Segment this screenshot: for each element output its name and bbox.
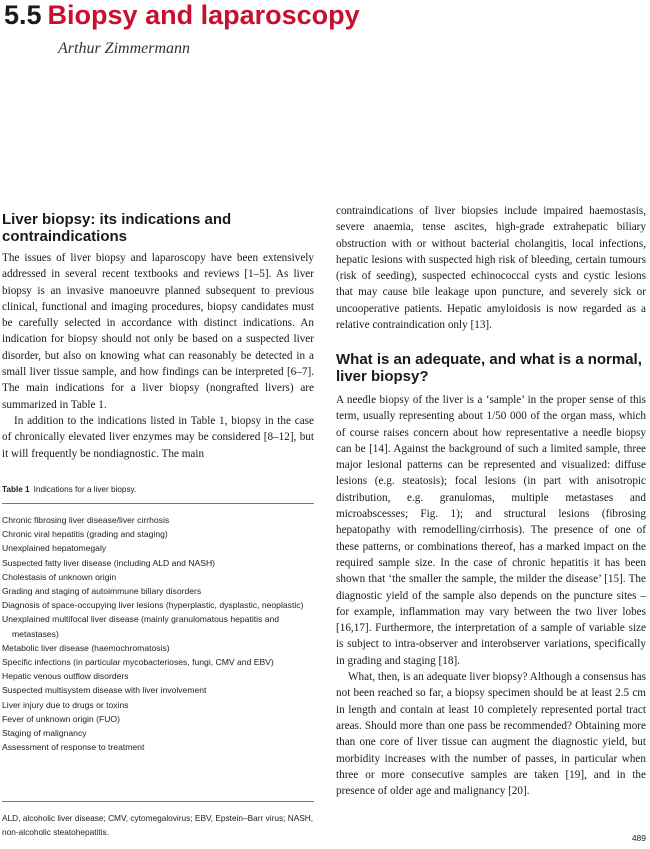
table-row: Diagnosis of space-occupying liver lesions (hyperplastic, dysplastic, neoplastic) bbox=[2, 600, 304, 611]
chapter-number: 5.5 bbox=[4, 0, 42, 30]
table-row: Unexplained hepatomegaly bbox=[2, 543, 107, 554]
table-row: Liver injury due to drugs or toxins bbox=[2, 699, 129, 710]
table-row: Chronic viral hepatitis (grading and staging) bbox=[2, 529, 168, 540]
table-row: Specific infections (in particular mycobacterioses, fungi, CMV and EBV) bbox=[2, 657, 274, 668]
chapter-title: Biopsy and laparoscopy bbox=[47, 0, 360, 30]
table-caption-text: Indications for a liver biopsy. bbox=[33, 485, 137, 494]
paragraph: The issues of liver biopsy and laparoscopy have been extensively addressed in several recent textbooks and reviews [1–5]. As liver biopsy is an invasive manoeuvre planned subsequent to previous clinical, functional and imaging procedures, biopsy candidates must be carefully selected in accordance with distinct indications. An indication for biopsy should not only be based on a suspected liver disorder, but also on knowing what can reasonably be detected in a small liver tissue sample, and how findings can be interpreted [6–7]. The main indications for a liver biopsy (nongrafted livers) are summarized in Table 1. bbox=[2, 252, 314, 411]
section-indications-body bbox=[2, 250, 314, 462]
contraindications-continued bbox=[336, 203, 646, 333]
table-bottom-rule bbox=[2, 801, 314, 802]
table-row: Grading and staging of autoimmune biliary disorders bbox=[2, 586, 202, 597]
table-row: Suspected fatty liver disease (including ALD and NASH) bbox=[2, 557, 216, 568]
table-row: Metabolic liver disease (haemochromatosis) bbox=[2, 642, 170, 653]
table-caption bbox=[2, 485, 314, 494]
table-row: Cholestasis of unknown origin bbox=[2, 571, 117, 582]
table-row: Assessment of response to treatment bbox=[2, 742, 145, 753]
chapter-heading bbox=[4, 0, 360, 30]
page-number: 489 bbox=[631, 833, 646, 843]
table-rows bbox=[2, 513, 314, 754]
paragraph: A needle biopsy of the liver is a ‘sample’ in the proper sense of this term, usually representing about 1/50 000 of the organ mass, which of course raises concern about how representative a needle biopsy can be [14]. Against the background of such a limited sample, three major lesional patterns can be represented and visualized: diffuse lesions (e.g. steatosis); focal lesions (in part with anisotropic distribution, e.g. granulomas, multiple metastases and microabscesses; Fig. 1); and structural lesions (fibrosing hepatopathy with remodelling/cirrhosis). The presence of one of these patterns, or combinations thereof, has a marked impact on the required sample size. In the case of chronic hepatitis it has been shown that ‘the smaller the sample, the milder the disease’ [15]. The diagnostic yield of the sample also depends on the puncture sites – for example, inflammation may vary between the two liver lobes [16,17]. Furthermore, the interpretation of a sample of variable size is subject to intra-observer and interobserver variations, specifically in grading and staging [18]. bbox=[336, 394, 646, 667]
table-row: Chronic fibrosing liver disease/liver cirrhosis bbox=[2, 515, 170, 525]
author-name: Arthur Zimmermann bbox=[58, 40, 191, 57]
paragraph: In addition to the indications listed in Table 1, biopsy in the case of chronically elevated liver enzymes may be considered [8–12], but it will frequently be nondiagnostic. The main bbox=[2, 414, 314, 460]
table-top-rule bbox=[2, 503, 314, 504]
table-row: Unexplained multifocal liver disease (mainly granulomatous hepatitis and metastases) bbox=[2, 614, 280, 639]
table-row: Suspected multisystem disease with liver involvement bbox=[2, 685, 207, 696]
table-row: Fever of unknown origin (FUO) bbox=[2, 713, 120, 724]
paragraph: What, then, is an adequate liver biopsy? Although a consensus has not been reached so far, a biopsy specimen should be at least 2.5 cm in length and contain at least 10 completely represented portal tract areas. Should more than one pass be recommended? Obtaining more than one core of liver tissue can augment the diagnostic yield, but morbidity increases with the number of passes, in particular when three or more consecutive samples are taken [19], and in the presence of older age and malignancy [20]. bbox=[336, 671, 646, 798]
table-footnote: ALD, alcoholic liver disease; CMV, cytomegalovirus; EBV, Epstein–Barr virus; NASH, non-alcoholic steatohepatitis. bbox=[2, 813, 314, 837]
section-title-adequate-biopsy: What is an adequate, and what is a normal, liver biopsy? bbox=[336, 351, 642, 385]
table-row: Staging of malignancy bbox=[2, 728, 87, 739]
table-label: Table 1 bbox=[2, 485, 30, 494]
section-adequate-biopsy-body bbox=[336, 392, 646, 799]
paragraph: contraindications of liver biopsies include impaired haemostasis, severe anaemia, tense ascites, high-grade extrahepatic biliary obstruction with or without bacterial cholangitis, local infections, hepatic lesions with suspected high risk of bleeding, certain tumours (risk of seeding), suspected echinococcal cysts and cystic lesions that may cause bile leakage upon puncture, and severely sick or uncooperative patients. Hepatic amyloidosis is now regarded as a relative contraindication only [13]. bbox=[336, 205, 646, 332]
section-title-indications: Liver biopsy: its indications and contraindications bbox=[2, 211, 232, 245]
table-row: Hepatic venous outflow disorders bbox=[2, 671, 129, 682]
